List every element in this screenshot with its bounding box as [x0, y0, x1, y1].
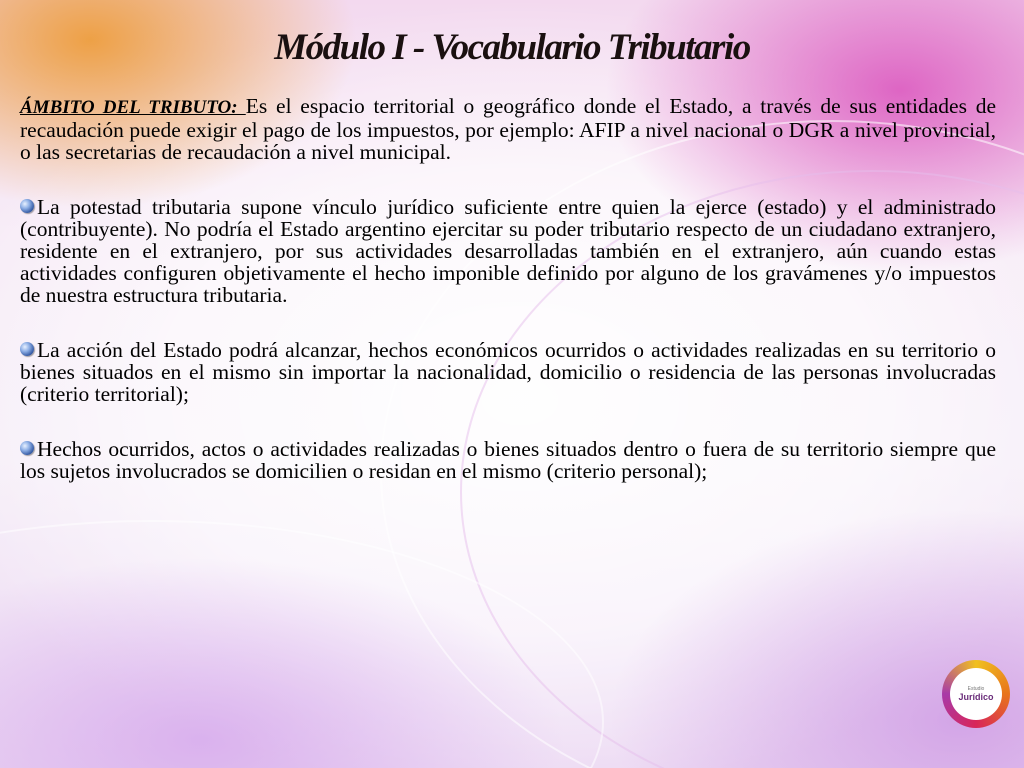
bullet-text: Hechos ocurridos, actos o actividades realizadas o bienes situados dentro o fuera de su territorio siempre que los sujetos involucrados se domicilien o residan en el mismo (criterio personal);	[20, 437, 996, 483]
logo-inner	[950, 668, 1002, 720]
bullet-paragraph	[20, 196, 996, 306]
definition-paragraph	[20, 95, 996, 163]
logo-small-text: Estudio	[967, 686, 985, 692]
decorative-swirl	[0, 520, 604, 768]
bullet-paragraph	[20, 339, 996, 405]
blue-sphere-bullet-icon	[20, 441, 34, 455]
bullet-text: La potestad tributaria supone vínculo jurídico suficiente entre quien la ejerce (estado) y el administrado (contribuyente). No podría el Estado argentino ejercitar su poder tributario respecto de un ciudadano extranjero, residente en el extranjero, por sus actividades desarrolladas también en el extranjero, aún cuando estas actividades configuren objetivamente el hecho imponible definido por alguno de los gravámenes y/o impuestos de nuestra estructura tributaria.	[20, 195, 996, 307]
blue-sphere-bullet-icon	[20, 199, 34, 213]
definition-term: ÁMBITO DEL TRIBUTO:	[20, 97, 246, 118]
bullet-text: La acción del Estado podrá alcanzar, hechos económicos ocurridos o actividades realizadas en su territorio o bienes situados en el mismo sin importar la nacionalidad, domicilio o residencia de las personas involucradas (criterio territorial);	[20, 338, 996, 406]
logo-text: Jurídico	[958, 692, 994, 702]
definition-text: Es el espacio territorial o geográfico donde el Estado, a través de sus entidades de recaudación puede exigir el pago de los impuestos, por ejemplo: AFIP a nivel nacional o DGR a nivel provincial, o las secretarias de recaudación a nivel municipal.	[20, 94, 996, 164]
bullet-paragraph	[20, 438, 996, 482]
circular-logo-icon	[942, 660, 1010, 728]
slide-title: Módulo I - Vocabulario Tributario	[274, 27, 750, 68]
slide-content	[20, 95, 996, 515]
blue-sphere-bullet-icon	[20, 342, 34, 356]
